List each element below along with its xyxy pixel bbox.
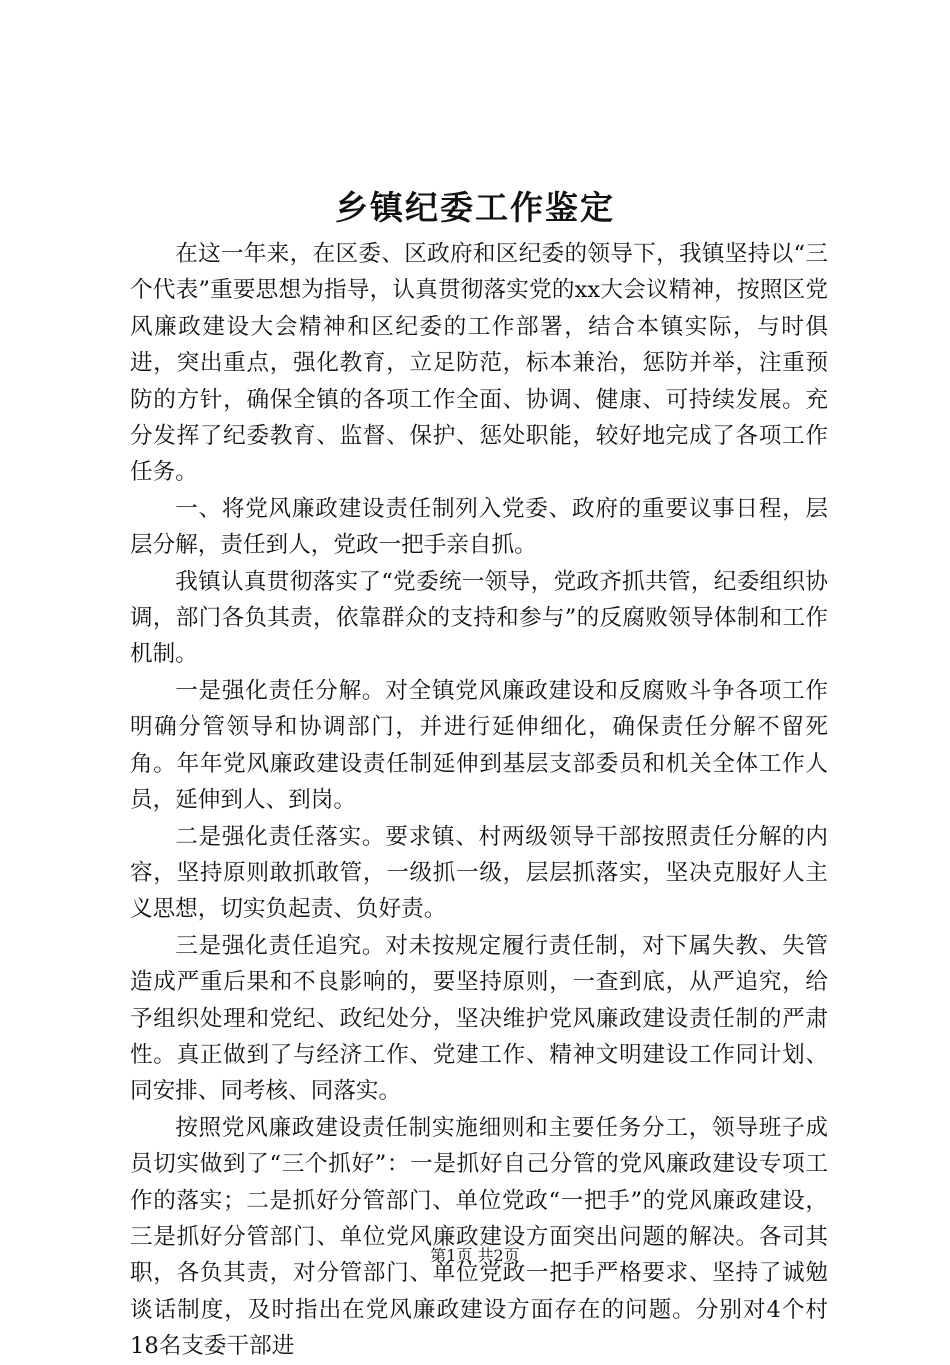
paragraph-leadership-system: 我镇认真贯彻落实了“党委统一领导，党政齐抓共管，纪委组织协调，部门各负其责，依靠群众的支持和参与”的反腐败领导体制和工作机制。 [130, 568, 828, 668]
paragraph-responsibility-decomposition: 一是强化责任分解。对全镇党风廉政建设和反腐败斗争各项工作明确分管领导和协调部门，并进行延伸细化，确保责任分解不留死角。年年党风廉政建设责任制延伸到基层支部委员和机关全体工作人员，延伸到人、到岗。 [130, 677, 828, 814]
page-number-footer: 第1页 共2页 [430, 1246, 520, 1265]
paragraph-three-good-grasps: 按照党风廉政建设责任制实施细则和主要任务分工，领导班子成员切实做到了“三个抓好”：一是抓好自己分管的党风廉政建设专项工作的落实；二是抓好分管部门、单位党政“一把手”的党风廉政建设，三是抓好分管部门、单位党风廉政建设方面突出问题的解决。各司其职，各负其责，对分管部门、单位党政一把手严格要求、坚持了诚勉谈话制度，及时指出在党风廉政建设方面存在的问题。分别对4个村18名支委干部进 [130, 1114, 828, 1360]
paragraph-section-one-heading: 一、将党风廉政建设责任制列入党委、政府的重要议事日程，层层分解，责任到人，党政一把手亲自抓。 [130, 495, 828, 559]
document-title: 乡镇纪委工作鉴定 [335, 188, 615, 227]
document-body [130, 236, 828, 1365]
paragraph-responsibility-implementation: 二是强化责任落实。要求镇、村两级领导干部按照责任分解的内容，坚持原则敢抓敢管，一级抓一级，层层抓落实，坚决克服好人主义思想，切实负起责、负好责。 [130, 823, 828, 923]
paragraph-intro: 在这一年来，在区委、区政府和区纪委的领导下，我镇坚持以“三个代表”重要思想为指导，认真贯彻落实党的xx大会议精神，按照区党风廉政建设大会精神和区纪委的工作部署，结合本镇实际，与时俱进，突出重点，强化教育，立足防范，标本兼治，惩防并举，注重预防的方针，确保全镇的各项工作全面、协调、健康、可持续发展。充分发挥了纪委教育、监督、保护、惩处职能，较好地完成了各项工作任务。 [130, 241, 828, 486]
paragraph-responsibility-accountability: 三是强化责任追究。对未按规定履行责任制，对下属失教、失管造成严重后果和不良影响的，要坚持原则，一查到底，从严追究，给予组织处理和党纪、政纪处分，坚决维护党风廉政建设责任制的严肃性。真正做到了与经济工作、党建工作、精神文明建设工作同计划、同安排、同考核、同落实。 [130, 932, 828, 1105]
